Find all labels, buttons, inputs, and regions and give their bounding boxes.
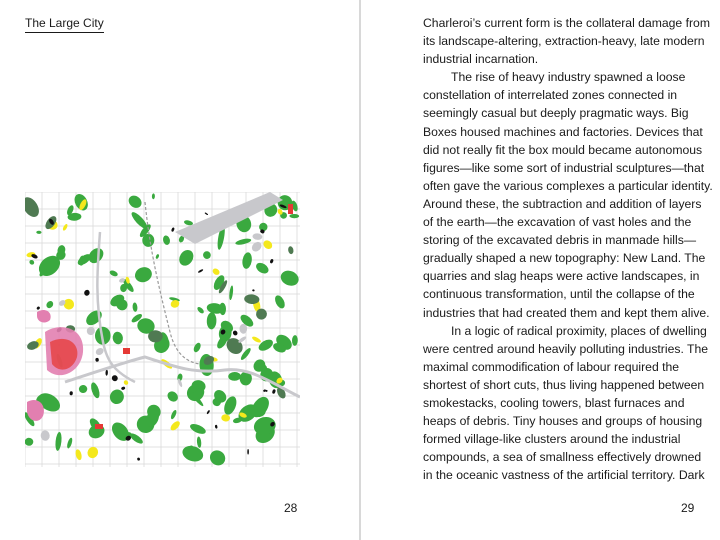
charleroi-map-figure [25,192,300,467]
paragraph: In a logic of radical proximity, places of dwelling were centred around heavily polluting industries. The maximal commodification of labour required the shortest of short cuts, thus living happened between smokestacks, cooling towers, blast furnaces and heaps of debris. Tiny houses and groups of housing formed village-like clusters around the industrial compounds, a sea of smallness effectively drowned in the oceanic vastness of the artificial territory. Dark [423,323,708,483]
red-marker [288,204,293,214]
left-page [0,0,359,540]
page-number-left: 28 [284,501,298,515]
running-head: The Large City [25,15,104,33]
right-page [361,0,720,540]
paragraph: The rise of heavy industry spawned a loose constellation of interrelated zones connected in seemingly casual but deeply pragmatic ways. Big Boxes housed machines and factories. Devices that did not really fit the box mould became autonomous figures—like some sort of industrial sculptures—that often gave the various complexes a particular identity. Around these, the subtraction and addition of layers of the earth—the excavation of vast holes and the storing of the excavated debris in manmade hills—gradually shaped a new topography: New Land. The quarries and slag heaps were active landscapes, in continuous transformation, until the collapse of the industries that had created them and kept them alive. [423,70,713,320]
red-marker [123,348,130,354]
paragraph: Charleroi’s current form is the collateral damage from its landscape-altering, extraction-heavy, late modern industrial incarnation. [423,16,710,67]
map-patch [247,449,249,455]
map-patch [148,330,163,342]
red-marker [95,424,103,429]
body-text [423,14,713,484]
page-number-right: 29 [681,501,695,515]
